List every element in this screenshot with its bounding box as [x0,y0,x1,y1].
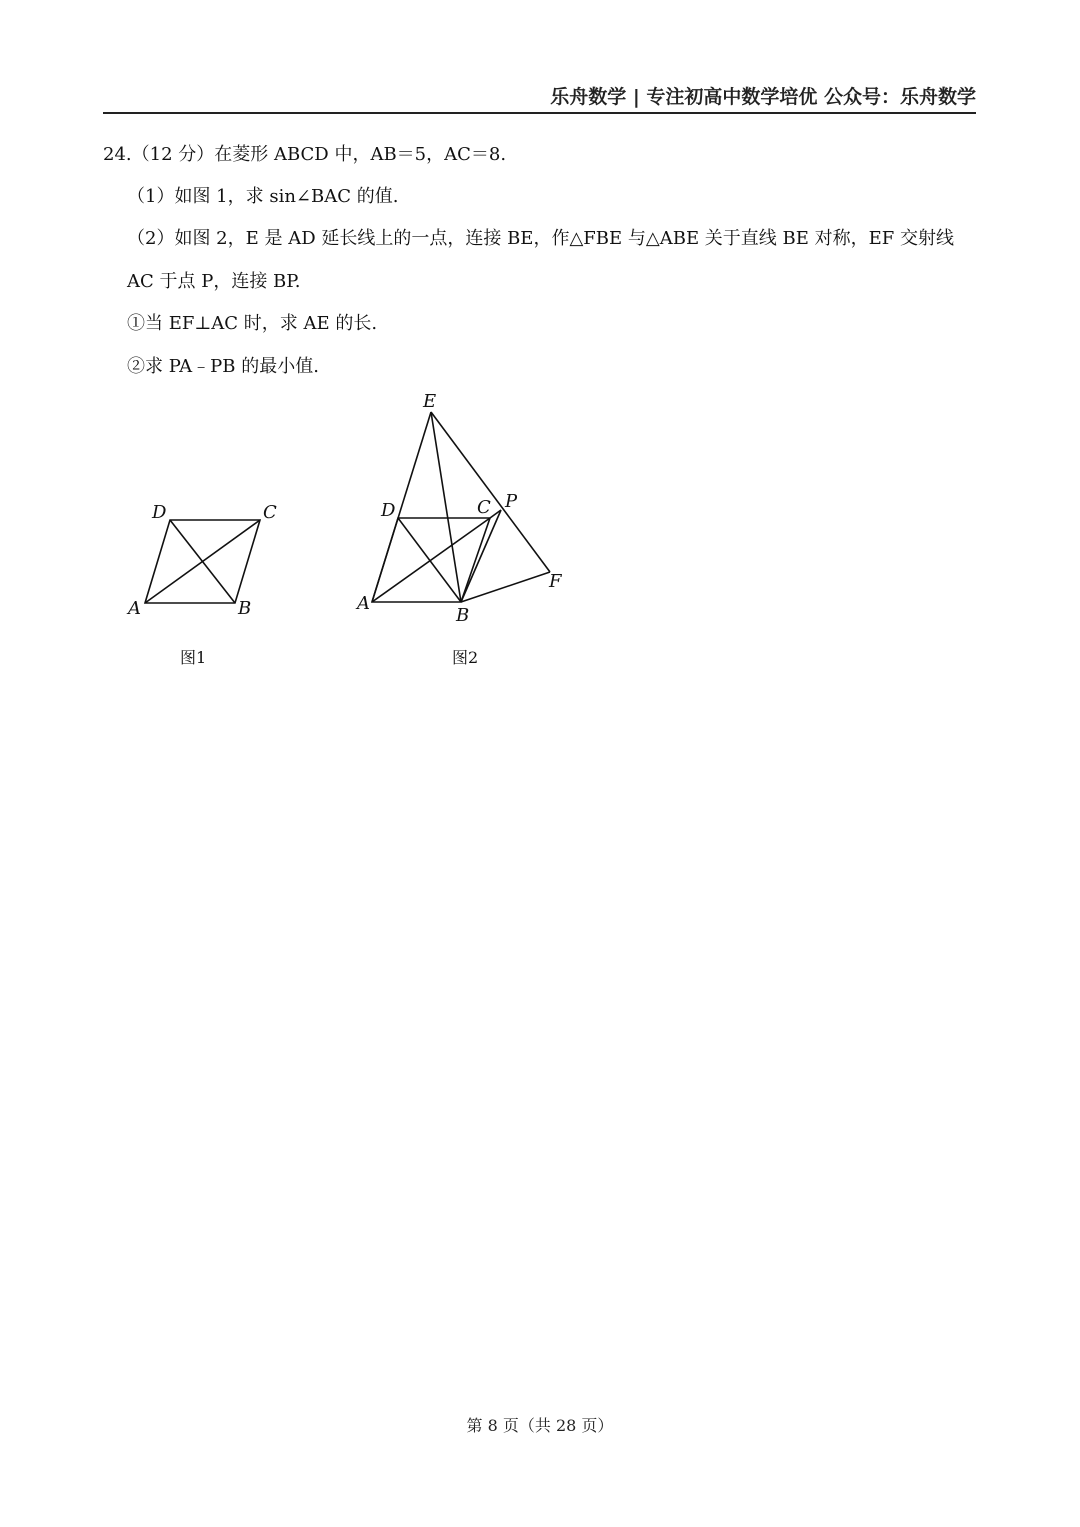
label-e: E [423,391,437,412]
label-p: P [505,491,518,512]
figure-1-svg [120,490,300,630]
diagonal-bd [170,520,235,603]
problem-subq2: ②求 PA﹣PB 的最小值. [127,356,319,377]
page-footer: 第 8 页（共 28 页） [466,1416,614,1435]
label-b: B [238,598,252,619]
problem-part2: （2）如图 2，E 是 AD 延长线上的一点，连接 BE，作△FBE 与△ABE 关于直线 BE 对称，EF 交射线 [127,228,954,249]
label-a: A [128,598,141,619]
figure-2 [345,385,580,630]
segment-eb [431,412,461,602]
figure-1-caption: 图1 [180,648,207,667]
problem-title: 24.（12 分）在菱形 ABCD 中，AB＝5，AC＝8. [103,144,507,165]
label-b: B [456,605,470,626]
figure-2-caption: 图2 [452,648,479,667]
problem-part2-cont: AC 于点 P，连接 BP. [127,271,301,292]
label-c: C [263,502,277,523]
diagonal-ac [372,518,490,602]
problem-subq1: ①当 EF⊥AC 时，求 AE 的长. [127,313,378,334]
segment-bf [461,572,550,602]
label-d: D [381,500,396,521]
diagonal-bd [398,518,461,602]
label-d: D [152,502,167,523]
label-f: F [549,571,562,592]
figure-2-svg [345,385,580,630]
label-c: C [477,497,491,518]
problem-part1: （1）如图 1，求 sin∠BAC 的值. [127,186,399,207]
page-header [103,78,976,114]
figure-1 [120,490,300,630]
header-text: 乐舟数学 | 专注初高中数学培优 公众号：乐舟数学 [550,86,976,108]
label-a: A [357,593,370,614]
